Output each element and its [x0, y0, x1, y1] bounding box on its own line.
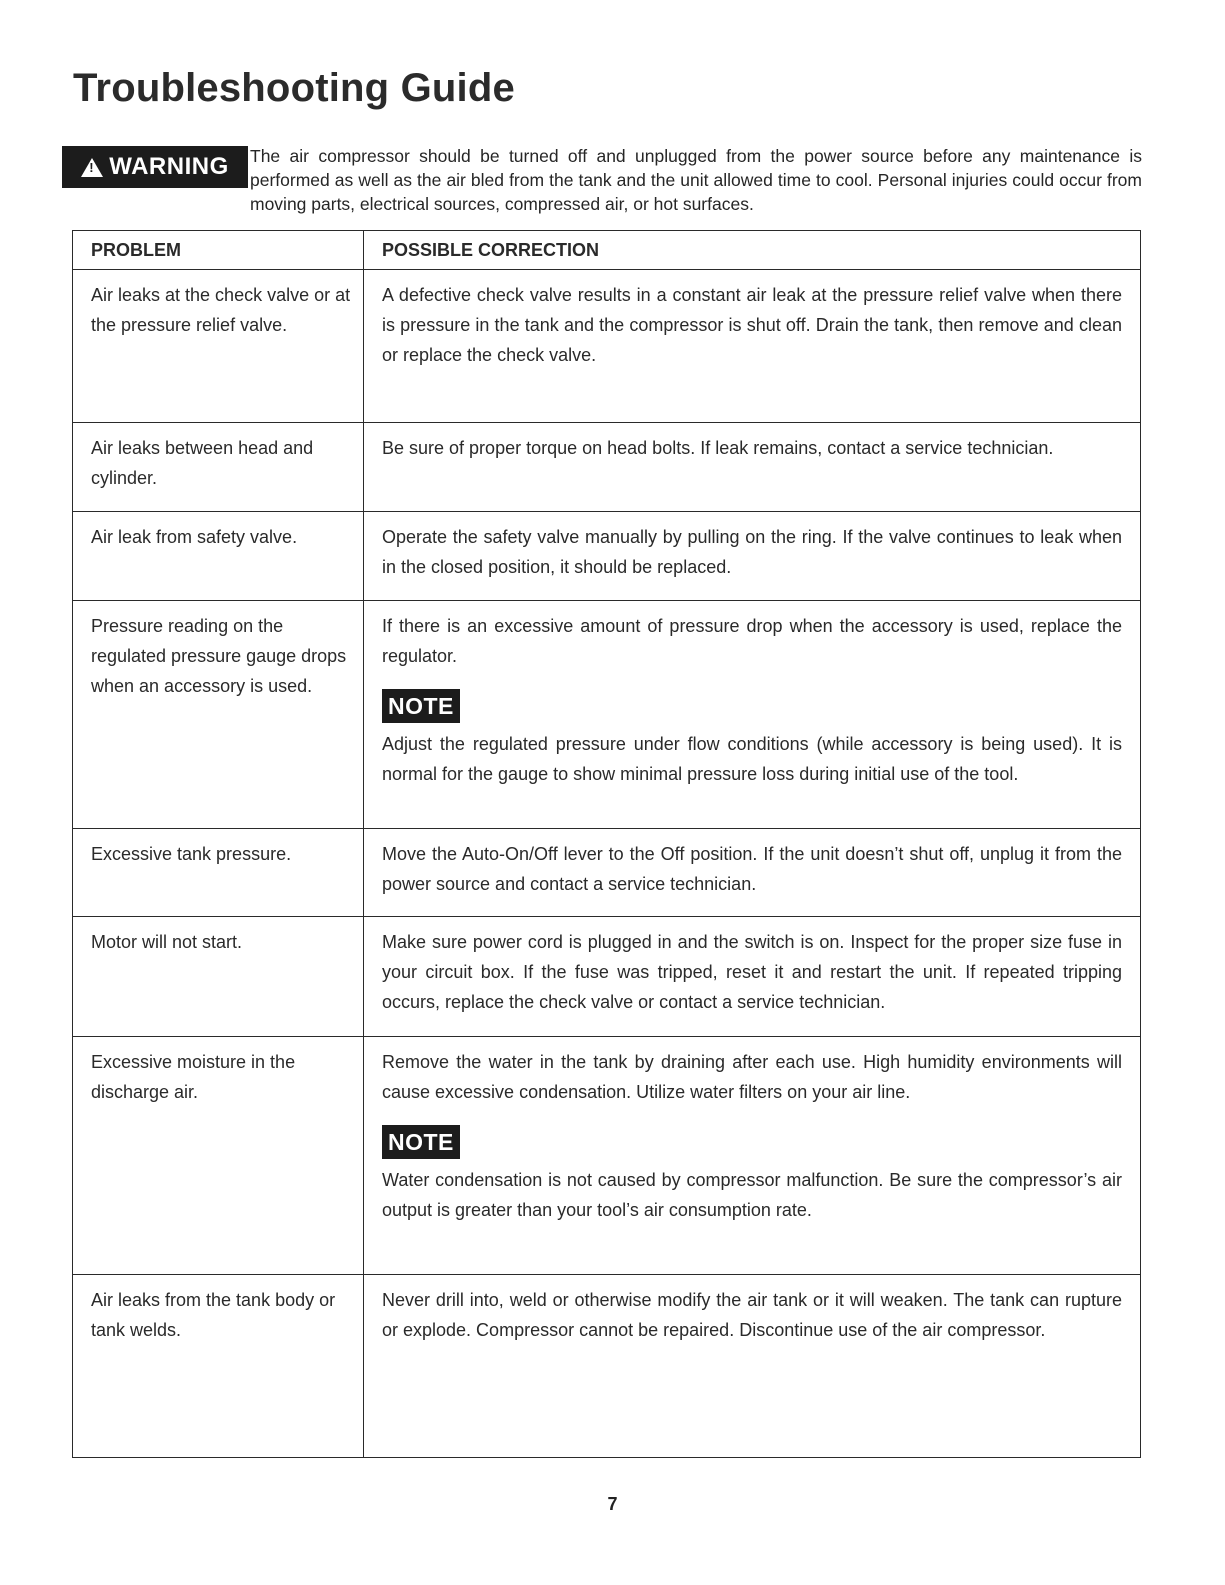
problem-cell: Excessive tank pressure.: [73, 829, 364, 917]
note-text: Adjust the regulated pressure under flow conditions (while accessory is being used). It is normal for the gauge to show minimal pressure loss during initial use of the tool.: [382, 734, 1122, 784]
table-row: [73, 829, 1141, 917]
table-row: [73, 512, 1141, 601]
warning-label: WARNING: [109, 153, 229, 180]
table-header-row: [73, 231, 1141, 270]
page-number: 7: [607, 1494, 618, 1514]
table-row: [73, 601, 1141, 829]
warning-text: The air compressor should be turned off and unplugged from the power source before any maintenance is performed as well as the air bled from the tank and the unit allowed time to cool. Personal injuries could occur from moving parts, electrical sources, compressed air, or hot surfaces.: [250, 146, 1142, 214]
problem-cell: Excessive moisture in the discharge air.: [73, 1037, 364, 1275]
table-row: [73, 1037, 1141, 1275]
correction-cell: Never drill into, weld or otherwise modify the air tank or it will weaken. The tank can rupture or explode. Compressor cannot be repaired. Discontinue use of the air compressor.: [364, 1275, 1141, 1458]
correction-text: Remove the water in the tank by draining after each use. High humidity environments will cause excessive condensation. Utilize water filters on your air line.: [382, 1052, 1122, 1102]
warning-triangle-icon: [81, 158, 103, 177]
problem-cell: Pressure reading on the regulated pressure gauge drops when an accessory is used.: [73, 601, 364, 829]
header-problem: PROBLEM: [73, 231, 364, 270]
correction-cell: Be sure of proper torque on head bolts. If leak remains, contact a service technician.: [364, 423, 1141, 512]
table-row: [73, 917, 1141, 1037]
warning-notice: [62, 144, 1142, 220]
correction-cell: Operate the safety valve manually by pulling on the ring. If the valve continues to leak when in the closed position, it should be replaced.: [364, 512, 1141, 601]
problem-cell: Air leak from safety valve.: [73, 512, 364, 601]
correction-cell: [364, 1037, 1141, 1275]
correction-text: If there is an excessive amount of pressure drop when the accessory is used, replace the regulator.: [382, 616, 1122, 666]
warning-badge: [62, 146, 248, 188]
table-row: [73, 423, 1141, 512]
header-possible-correction: POSSIBLE CORRECTION: [364, 231, 1141, 270]
note-text: Water condensation is not caused by compressor malfunction. Be sure the compressor’s air output is greater than your tool’s air consumption rate.: [382, 1170, 1122, 1220]
note-badge: NOTE: [382, 1125, 460, 1159]
page-title: Troubleshooting Guide: [73, 66, 515, 110]
correction-cell: A defective check valve results in a constant air leak at the pressure relief valve when there is pressure in the tank and the compressor is shut off. Drain the tank, then remove and clean or replace the check valve.: [364, 270, 1141, 423]
problem-cell: Air leaks between head and cylinder.: [73, 423, 364, 512]
problem-cell: Air leaks at the check valve or at the pressure relief valve.: [73, 270, 364, 423]
correction-cell: Move the Auto-On/Off lever to the Off position. If the unit doesn’t shut off, unplug it from the power source and contact a service technician.: [364, 829, 1141, 917]
correction-cell: Make sure power cord is plugged in and the switch is on. Inspect for the proper size fuse in your circuit box. If the fuse was tripped, reset it and restart the unit. If repeated tripping occurs, replace the check valve or contact a service technician.: [364, 917, 1141, 1037]
problem-cell: Motor will not start.: [73, 917, 364, 1037]
table-row: [73, 270, 1141, 423]
correction-cell: [364, 601, 1141, 829]
problem-cell: Air leaks from the tank body or tank welds.: [73, 1275, 364, 1458]
note-badge: NOTE: [382, 689, 460, 723]
table-row: [73, 1275, 1141, 1458]
troubleshooting-table: [72, 230, 1141, 1458]
